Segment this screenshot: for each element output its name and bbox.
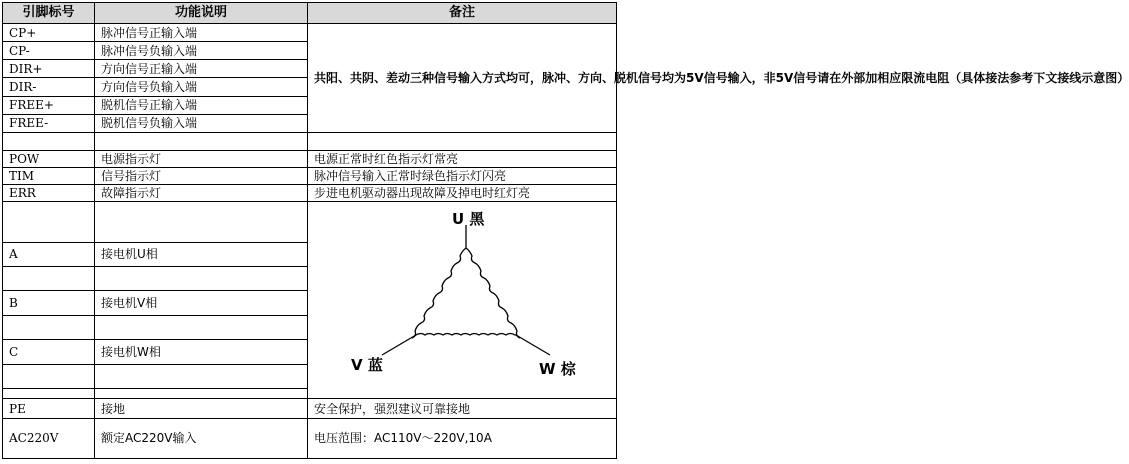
table-row bbox=[3, 399, 617, 418]
function-cell: 故障指示灯 bbox=[95, 185, 308, 202]
header-function: 功能说明 bbox=[95, 3, 308, 24]
function-cell: 接电机W相 bbox=[95, 340, 308, 365]
function-cell: 脉冲信号负输入端 bbox=[95, 42, 308, 60]
spacer-row bbox=[3, 132, 617, 150]
table-row bbox=[3, 418, 617, 458]
coil-v-w bbox=[416, 333, 516, 335]
pin-cell: PE bbox=[3, 399, 95, 418]
coil-u-v bbox=[412, 248, 466, 338]
pin-cell: C bbox=[3, 340, 95, 365]
pin-cell: CP- bbox=[3, 42, 95, 60]
note-cell: 安全保护，强烈建议可靠接地 bbox=[308, 399, 617, 418]
note-cell: 电压范围：AC110V～220V,10A bbox=[308, 418, 617, 458]
table-row bbox=[3, 168, 617, 185]
pin-cell: POW bbox=[3, 150, 95, 167]
table-header-row bbox=[3, 3, 617, 24]
pin-cell: DIR- bbox=[3, 78, 95, 96]
pin-function-table bbox=[2, 2, 1129, 459]
label-v: V 蓝 bbox=[351, 355, 383, 374]
motor-wiring-diagram bbox=[308, 202, 617, 399]
pin-cell: DIR+ bbox=[3, 60, 95, 78]
delta-coils bbox=[382, 225, 550, 355]
function-cell: 脱机信号正输入端 bbox=[95, 96, 308, 114]
label-w: W 棕 bbox=[539, 359, 576, 378]
pin-cell: B bbox=[3, 291, 95, 316]
table-row bbox=[3, 185, 617, 202]
function-cell: 电源指示灯 bbox=[95, 150, 308, 167]
note-cell: 步进电机驱动器出现故障及掉电时红灯亮 bbox=[308, 185, 617, 202]
function-cell: 方向信号负输入端 bbox=[95, 78, 308, 96]
note-cell: 脉冲信号输入正常时绿色指示灯闪亮 bbox=[308, 168, 617, 185]
signal-note: 共阳、共阴、差动三种信号输入方式均可，脉冲、方向、脱机信号均为5V信号输入，非5V信号请在外部加相应限流电阻（具体接法参考下文接线示意图） bbox=[308, 24, 617, 133]
coil-u-w bbox=[466, 248, 520, 338]
pin-cell: AC220V bbox=[3, 418, 95, 458]
pin-cell: FREE- bbox=[3, 114, 95, 132]
note-cell: 电源正常时红色指示灯常亮 bbox=[308, 150, 617, 167]
lead-v bbox=[382, 335, 416, 355]
table-row bbox=[3, 150, 617, 167]
function-cell: 接地 bbox=[95, 399, 308, 418]
pin-cell: CP+ bbox=[3, 24, 95, 42]
table-row bbox=[3, 24, 617, 42]
function-cell: 额定AC220V输入 bbox=[95, 418, 308, 458]
function-cell: 方向信号正输入端 bbox=[95, 60, 308, 78]
header-note: 备注 bbox=[308, 3, 617, 24]
pin-cell: ERR bbox=[3, 185, 95, 202]
pin-cell: TIM bbox=[3, 168, 95, 185]
function-cell: 脉冲信号正输入端 bbox=[95, 24, 308, 42]
pin-cell: A bbox=[3, 243, 95, 266]
lead-w bbox=[516, 335, 550, 355]
header-pin: 引脚标号 bbox=[3, 3, 95, 24]
label-u: U 黑 bbox=[452, 209, 485, 228]
function-cell: 信号指示灯 bbox=[95, 168, 308, 185]
function-cell: 脱机信号负输入端 bbox=[95, 114, 308, 132]
function-cell: 接电机V相 bbox=[95, 291, 308, 316]
function-cell: 接电机U相 bbox=[95, 243, 308, 266]
delta-winding-diagram bbox=[314, 203, 623, 398]
pin-cell: FREE+ bbox=[3, 96, 95, 114]
spacer-row bbox=[3, 202, 617, 243]
